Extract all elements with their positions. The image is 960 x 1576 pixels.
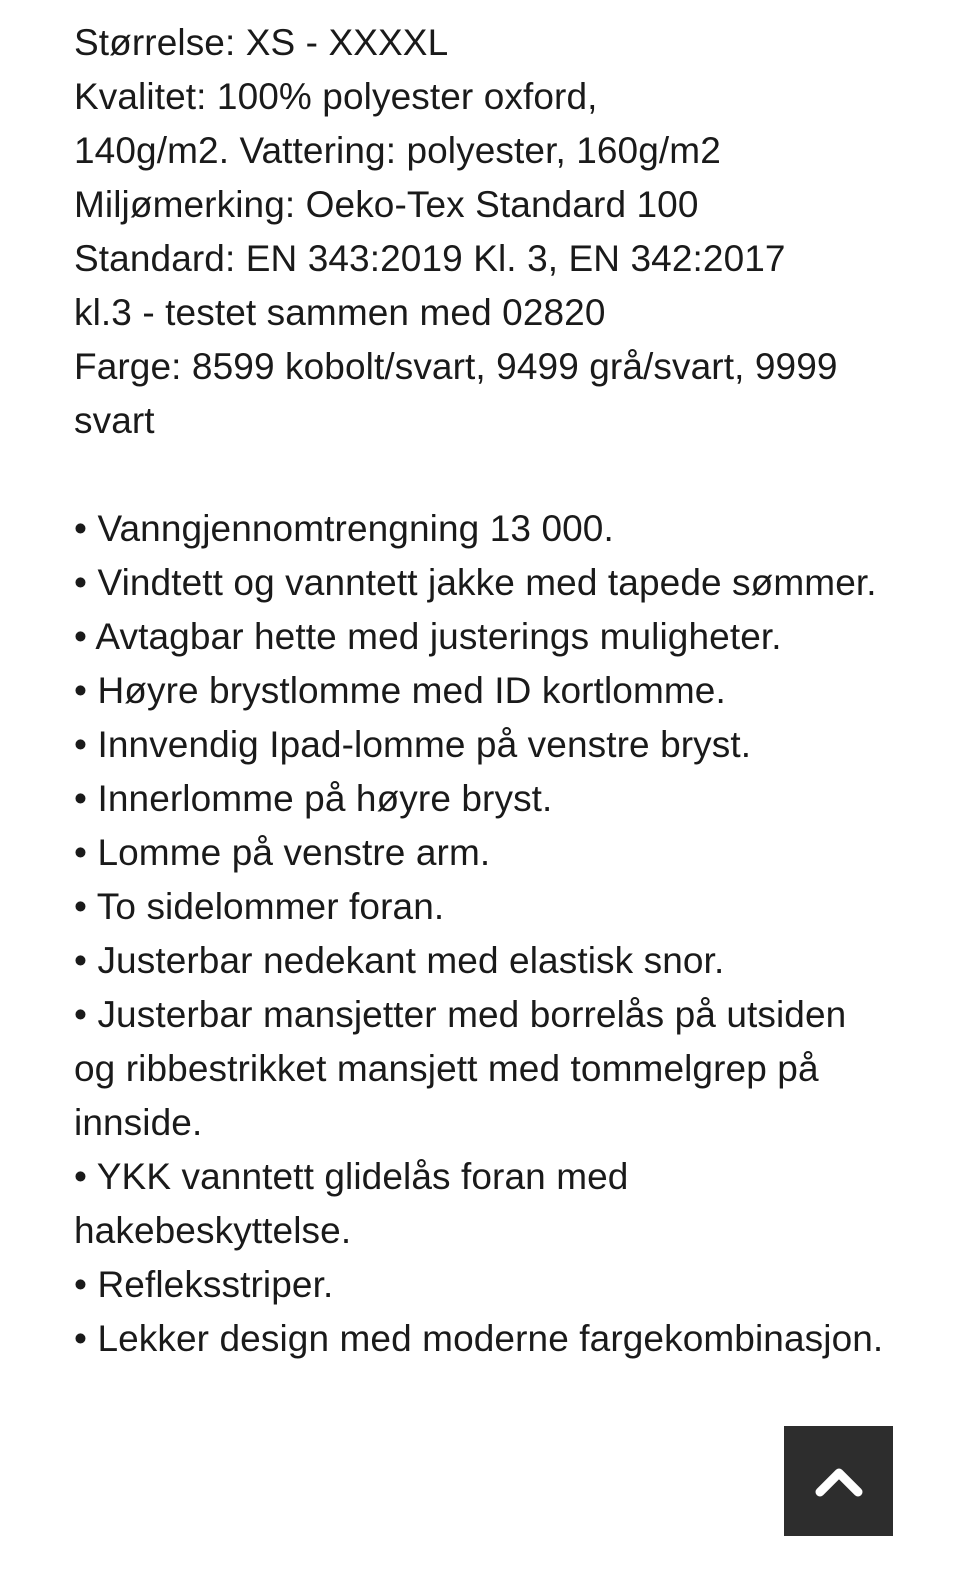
feature-text: Vanngjennomtrengning 13 000.	[97, 508, 614, 549]
scroll-to-top-button[interactable]	[784, 1426, 893, 1536]
list-item	[74, 664, 894, 718]
feature-text: To sidelommer foran.	[96, 886, 445, 927]
bullet: •	[74, 1264, 88, 1305]
spec-line-standard-cont: kl.3 - testet sammen med 02820	[74, 292, 606, 333]
feature-text: Vindtett og vanntett jakke med tapede sømmer.	[97, 562, 877, 603]
list-item	[74, 718, 894, 772]
spec-line-ecolabel: Miljømerking: Oeko-Tex Standard 100	[74, 184, 699, 225]
feature-text: Lekker design med moderne fargekombinasjon.	[97, 1318, 884, 1359]
feature-list	[74, 502, 894, 1366]
bullet: •	[74, 562, 88, 603]
bullet: •	[74, 778, 88, 819]
bullet: •	[74, 616, 88, 657]
feature-text: Innvendig Ipad-lomme på venstre bryst.	[97, 724, 752, 765]
spec-line-quality-cont: 140g/m2. Vattering: polyester, 160g/m2	[74, 130, 721, 171]
feature-text: Innerlomme på høyre bryst.	[97, 778, 553, 819]
spec-line-quality: Kvalitet: 100% polyester oxford,	[74, 76, 598, 117]
bullet: •	[74, 508, 88, 549]
feature-text: Justerbar mansjetter med borrelås på utsiden og ribbestrikket mansjett med tommelgrep på innside.	[74, 994, 847, 1143]
bullet: •	[74, 940, 88, 981]
bullet: •	[74, 670, 88, 711]
list-item	[74, 610, 894, 664]
list-item	[74, 880, 894, 934]
product-description	[74, 16, 894, 1366]
list-item	[74, 1258, 894, 1312]
list-item	[74, 1312, 894, 1366]
feature-text: Avtagbar hette med justerings muligheter.	[95, 616, 782, 657]
bullet: •	[74, 724, 88, 765]
bullet: •	[74, 994, 88, 1035]
spacer	[74, 448, 894, 502]
spec-line-standard: Standard: EN 343:2019 Kl. 3, EN 342:2017	[74, 238, 786, 279]
bullet: •	[74, 1318, 88, 1359]
spec-line-color: Farge: 8599 kobolt/svart, 9499 grå/svart, 9999	[74, 346, 838, 387]
feature-text: Refleksstriper.	[97, 1264, 334, 1305]
chevron-up-icon	[814, 1464, 864, 1498]
bullet: •	[74, 832, 88, 873]
bullet: •	[74, 886, 88, 927]
list-item	[74, 556, 894, 610]
feature-text: Justerbar nedekant med elastisk snor.	[97, 940, 725, 981]
list-item	[74, 772, 894, 826]
bullet: •	[74, 1156, 88, 1197]
feature-text: YKK vanntett glidelås foran med hakebeskyttelse.	[74, 1156, 629, 1251]
spec-line-size: Størrelse: XS - XXXXL	[74, 22, 449, 63]
feature-text: Høyre brystlomme med ID kortlomme.	[97, 670, 726, 711]
list-item	[74, 988, 894, 1150]
spec-line-color-cont: svart	[74, 400, 155, 441]
list-item	[74, 1150, 894, 1258]
list-item	[74, 934, 894, 988]
feature-text: Lomme på venstre arm.	[97, 832, 491, 873]
list-item	[74, 826, 894, 880]
list-item	[74, 502, 894, 556]
product-specs	[74, 16, 894, 448]
